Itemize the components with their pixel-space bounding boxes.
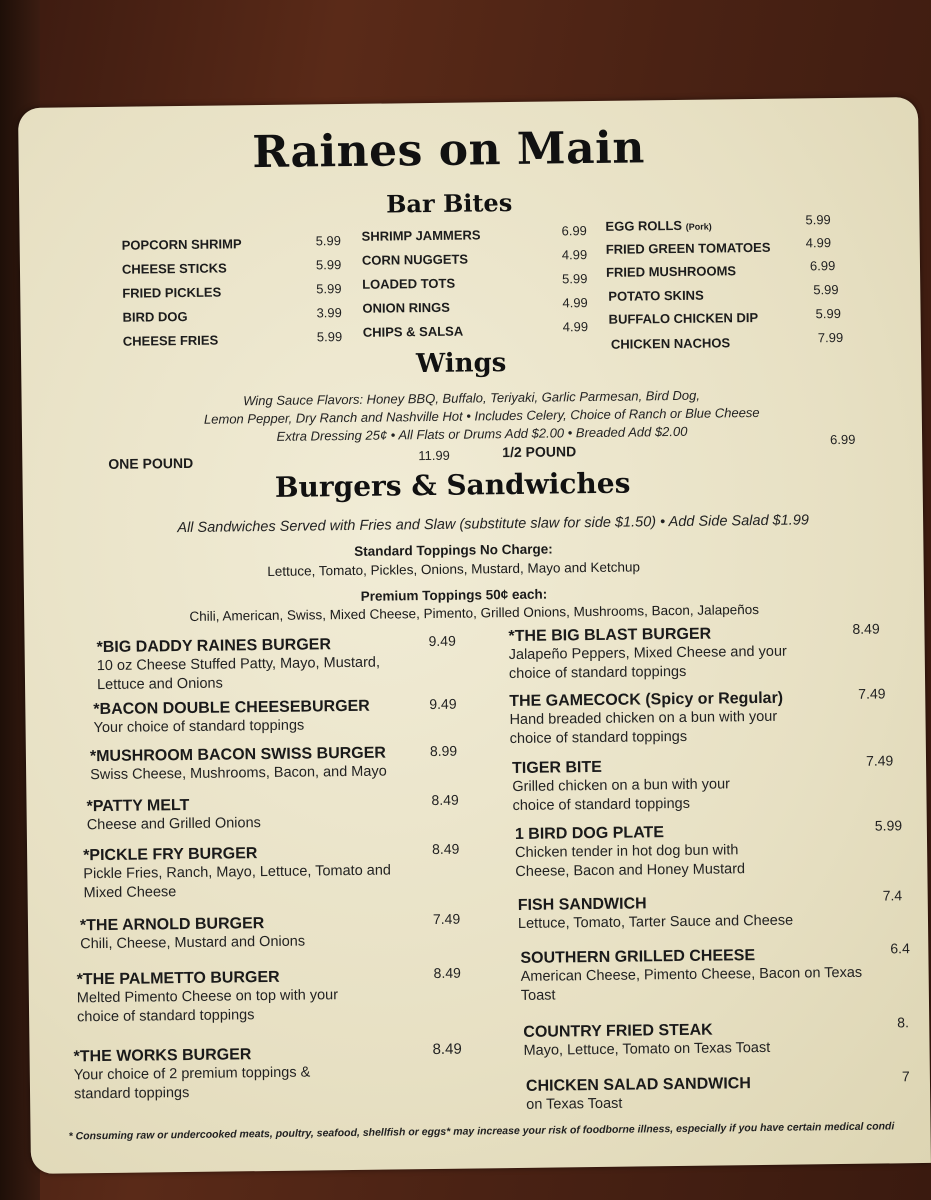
item-price: 8.49 <box>432 1040 462 1059</box>
item-name: CHICKEN SALAD SANDWICH <box>525 1075 751 1095</box>
item-name: *THE ARNOLD BURGER <box>79 915 265 935</box>
menu-item <box>83 843 424 903</box>
half-pound-price: 6.99 <box>830 431 856 448</box>
bar-bite-name: CHICKEN NACHOS <box>610 335 731 352</box>
wings-note-line-1: Wing Sauce Flavors: Honey BBQ, Buffalo, Teriyaki, Garlic Parmesan, Bird Dog, <box>243 387 701 409</box>
bar-bite-name: BUFFALO CHICKEN DIP <box>608 309 759 327</box>
bar-bite-price: 3.99 <box>316 305 342 321</box>
menu-item <box>523 1020 853 1061</box>
item-price: 8.49 <box>431 791 459 808</box>
item-price: 9.49 <box>429 695 457 713</box>
bar-bite-name: FRIED MUSHROOMS <box>605 263 737 280</box>
bar-bite-price: 4.99 <box>805 235 832 251</box>
bar-bite-name: CHIPS & SALSA <box>362 323 464 340</box>
bar-bite-name: ONION RINGS <box>362 299 450 316</box>
bar-bite-price: 5.99 <box>805 212 831 228</box>
item-desc: Chicken tender in hot dog bun with Cheese, Bacon and Honey Mustard <box>515 842 746 880</box>
bar-bite-name: FRIED GREEN TOMATOES <box>605 239 771 257</box>
bar-bite-name: CHEESE STICKS <box>121 260 227 277</box>
item-name: TIGER BITE <box>512 758 602 778</box>
item-name: *BIG DADDY RAINES BURGER <box>96 636 332 657</box>
item-name: *THE PALMETTO BURGER <box>76 968 280 989</box>
item-name: *PICKLE FRY BURGER <box>83 845 258 865</box>
foodborne-illness-disclaimer: * Consuming raw or undercooked meats, poultry, seafood, shellfish or eggs* may increase your risk of foodborne illness, especially if you have certain medical condi <box>68 1120 895 1143</box>
item-name: COUNTRY FRIED STEAK <box>523 1021 713 1041</box>
menu-item <box>77 967 418 1027</box>
bar-bite-price: 7.99 <box>817 329 844 346</box>
bar-bite-name: BIRD DOG <box>122 308 188 325</box>
item-price: 7.49 <box>858 685 886 702</box>
burgers-heading: Burgers & Sandwiches <box>274 466 631 504</box>
bar-bite-name: CHEESE FRIES <box>122 332 219 349</box>
item-desc: Melted Pimento Cheese on top with your choice of standard toppings <box>76 987 339 1026</box>
bar-bite-price: 6.99 <box>809 258 836 274</box>
item-name: *MUSHROOM BACON SWISS BURGER <box>89 744 387 766</box>
menu-item <box>515 822 846 882</box>
bar-bite-name: POPCORN SHRIMP <box>121 236 242 253</box>
bar-bite-price: 5.99 <box>316 329 343 345</box>
bar-bite-name: LOADED TOTS <box>362 275 456 292</box>
menu-item <box>520 946 881 1006</box>
item-name: *THE WORKS BURGER <box>73 1046 252 1066</box>
item-price: 7.49 <box>432 910 461 927</box>
premium-toppings-list: Chili, American, Swiss, Mixed Cheese, Pimento, Grilled Onions, Mushrooms, Bacon, Jalapeños <box>189 601 760 624</box>
item-price: 9.49 <box>428 632 456 650</box>
item-name: *BACON DOUBLE CHEESEBURGER <box>93 697 370 719</box>
standard-toppings-heading: Standard Toppings No Charge: <box>354 541 553 559</box>
item-desc: Your choice of 2 premium toppings & standard toppings <box>73 1064 311 1103</box>
bar-bite-price: 5.99 <box>562 271 588 287</box>
one-pound-label: ONE POUND <box>108 454 194 472</box>
menu-item <box>526 1074 856 1115</box>
premium-toppings-heading: Premium Toppings 50¢ each: <box>360 586 548 604</box>
wings-note-line-2: Lemon Pepper, Dry Ranch and Nashville Hot • Includes Celery, Choice of Ranch or Blue Cheese <box>203 404 760 427</box>
item-price: 7.4 <box>882 887 903 904</box>
item-desc: Lettuce, Tomato, Tarter Sauce and Cheese <box>517 912 794 932</box>
item-desc: Cheese and Grilled Onions <box>86 815 261 834</box>
bar-bite-price: 4.99 <box>562 295 588 311</box>
item-price: 8.49 <box>433 964 461 981</box>
menu-item <box>86 794 426 835</box>
item-name: FISH SANDWICH <box>517 895 647 914</box>
bar-bite-price: 5.99 <box>315 233 342 249</box>
bar-bite-name: FRIED PICKLES <box>122 284 222 301</box>
item-price: 8.49 <box>852 620 880 637</box>
item-price: 7 <box>901 1068 910 1085</box>
item-price: 8.99 <box>429 742 458 760</box>
item-desc: Mayo, Lettuce, Tomato on Texas Toast <box>523 1039 771 1059</box>
menu-item <box>73 1044 414 1104</box>
bar-bite-price: 4.99 <box>561 247 588 263</box>
bar-bite-price: 5.99 <box>316 281 342 297</box>
standard-toppings-list: Lettuce, Tomato, Pickles, Onions, Mustard, Mayo and Ketchup <box>267 559 641 579</box>
item-price: 8.49 <box>431 840 460 857</box>
menu-item <box>518 893 848 934</box>
item-desc: Pickle Fries, Ranch, Mayo, Lettuce, Tomato and Mixed Cheese <box>83 862 392 902</box>
served-with-note: All Sandwiches Served with Fries and Slaw (substitute slaw for side $1.50) • Add Side Salad $1.99 <box>177 512 809 537</box>
half-pound-label: 1/2 POUND <box>502 443 577 461</box>
menu-item <box>508 624 829 684</box>
bar-bite-price: 5.99 <box>813 281 839 298</box>
item-desc: Jalapeño Peppers, Mixed Cheese and your choice of standard toppings <box>508 643 787 683</box>
bar-bite-price: 5.99 <box>315 257 342 273</box>
one-pound-price: 11.99 <box>418 447 450 464</box>
item-desc: 10 oz Cheese Stuffed Patty, Mayo, Mustard, Lettuce and Onions <box>96 654 381 694</box>
bar-bite-price: 6.99 <box>561 223 587 239</box>
item-price: 6.4 <box>890 940 910 957</box>
item-price: 5.99 <box>874 817 903 834</box>
item-price: 7.49 <box>865 752 894 769</box>
item-desc: Grilled chicken on a bun with your choice of standard toppings <box>512 776 731 815</box>
item-price: 8. <box>897 1014 910 1031</box>
item-name: *THE BIG BLAST BURGER <box>508 625 712 646</box>
item-desc: American Cheese, Pimento Cheese, Bacon on Texas Toast <box>520 964 863 1004</box>
bar-bite-name: EGG ROLLS (Pork) <box>605 217 712 234</box>
item-desc: Hand breaded chicken on a bun with your choice of standard toppings <box>509 708 778 748</box>
bar-bites-heading: Bar Bites <box>385 187 513 219</box>
menu-item <box>96 635 437 695</box>
wings-note-line-3: Extra Dressing 25¢ • All Flats or Drums Add $2.00 • Breaded Add $2.00 <box>276 423 688 444</box>
menu-item <box>90 744 430 785</box>
menu-item <box>93 697 433 738</box>
bar-bite-price: 4.99 <box>562 319 589 335</box>
menu-item <box>80 913 420 954</box>
item-name: 1 BIRD DOG PLATE <box>514 824 665 843</box>
item-desc: Swiss Cheese, Mushrooms, Bacon, and Mayo <box>90 763 387 784</box>
item-desc: on Texas Toast <box>526 1095 623 1113</box>
item-desc: Chili, Cheese, Mustard and Onions <box>80 933 306 953</box>
bar-bite-price: 5.99 <box>815 305 841 322</box>
wings-heading: Wings <box>415 348 507 380</box>
bar-bite-name: POTATO SKINS <box>608 287 704 304</box>
item-name: SOUTHERN GRILLED CHEESE <box>520 947 756 967</box>
menu-card <box>18 97 931 1174</box>
bar-bite-name: CORN NUGGETS <box>361 251 469 268</box>
item-name: THE GAMECOCK (Spicy or Regular) <box>509 689 784 711</box>
bar-bite-name: SHRIMP JAMMERS <box>361 227 481 244</box>
item-name: *PATTY MELT <box>86 796 190 816</box>
menu-item <box>509 689 830 749</box>
item-desc: Your choice of standard toppings <box>93 717 305 737</box>
restaurant-title: Raines on Main <box>252 122 646 179</box>
menu-item <box>512 756 833 816</box>
